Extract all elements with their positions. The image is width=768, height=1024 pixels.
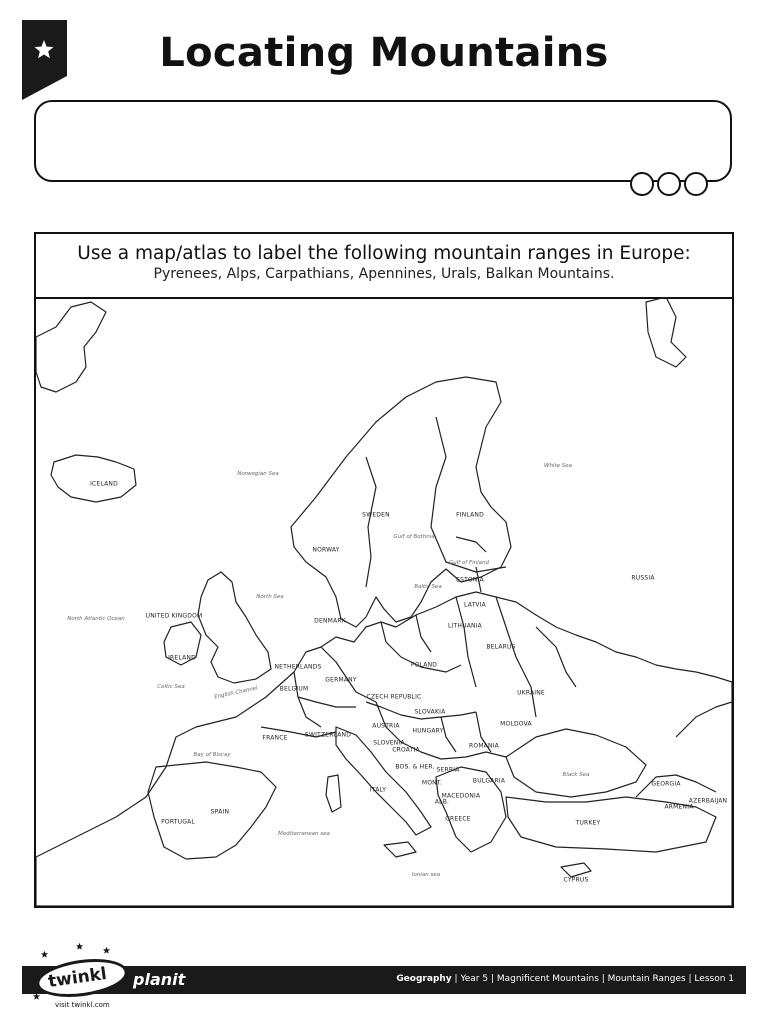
- inland-border: [456, 597, 476, 687]
- country-label: BELGIUM: [279, 685, 309, 693]
- inland-border: [676, 702, 732, 737]
- country-label: SERBIA: [436, 766, 460, 774]
- inland-border: [441, 717, 456, 752]
- country-label: LITHUANIA: [448, 622, 482, 630]
- sea-label: Gulf of Bothnia: [393, 534, 435, 540]
- sea-label: Baltic Sea: [414, 584, 442, 590]
- cyprus-coast: [561, 863, 591, 877]
- country-label: ALB.: [434, 798, 450, 806]
- black-sea-coast: [506, 729, 646, 797]
- country-label: POLAND: [410, 661, 438, 669]
- country-label: HUNGARY: [412, 727, 444, 735]
- sea-label: North Atlantic Ocean: [67, 616, 125, 622]
- country-label: FRANCE: [262, 734, 288, 742]
- country-label: SPAIN: [210, 808, 230, 816]
- country-label: NORWAY: [312, 546, 340, 554]
- uk-coast: [198, 572, 271, 683]
- planit-brand: planit: [133, 970, 186, 989]
- country-label: NETHERLANDS: [274, 663, 322, 671]
- sea-label: Norwegian Sea: [237, 471, 279, 477]
- country-label: SWEDEN: [362, 511, 390, 519]
- sea-label: Mediterranean sea: [278, 831, 330, 837]
- country-label: AUSTRIA: [372, 722, 400, 730]
- country-label: CYPRUS: [563, 876, 589, 884]
- sea-label: White Sea: [544, 463, 572, 469]
- name-input-box[interactable]: [34, 100, 732, 182]
- instructions-heading: Use a map/atlas to label the following mountain ranges in Europe:: [77, 243, 691, 264]
- scandinavia-coast: [291, 377, 511, 627]
- greenland-coast: [36, 302, 106, 392]
- sea-label: English Channel: [213, 685, 259, 701]
- twinkl-logo[interactable]: [30, 948, 140, 1006]
- country-label: CROATIA: [392, 746, 420, 754]
- inland-border: [496, 597, 536, 717]
- visit-link[interactable]: visit twinkl.com: [55, 1001, 110, 1009]
- star-icon: [40, 950, 49, 959]
- mountain-range-list: Pyrenees, Alps, Carpathians, Apennines, Urals, Balkan Mountains.: [153, 266, 615, 282]
- star-icon: [32, 992, 41, 1001]
- country-label: MACEDONIA: [441, 792, 481, 800]
- country-label: DENMARK: [314, 617, 346, 625]
- circle-icon: [630, 172, 654, 196]
- country-label: ITALY: [369, 786, 387, 794]
- country-label: IRELAND: [168, 654, 196, 662]
- iceland-coast: [51, 455, 136, 502]
- circle-icon: [657, 172, 681, 196]
- europe-map: [36, 297, 732, 906]
- sea-label: Celtic Sea: [157, 684, 185, 690]
- inland-border: [536, 627, 576, 687]
- country-label: ROMANIA: [469, 742, 499, 750]
- arctic-island-coast: [646, 297, 686, 367]
- country-label: RUSSIA: [631, 574, 655, 582]
- inland-border: [416, 615, 431, 652]
- country-label: FINLAND: [456, 511, 484, 519]
- country-label: SLOVAKIA: [414, 708, 446, 716]
- country-label: BULGARIA: [472, 777, 506, 785]
- country-label: MONT.: [421, 779, 443, 787]
- activity-frame: [34, 232, 734, 908]
- norway-sweden-border: [366, 457, 376, 587]
- country-label: SWITZERLAND: [304, 731, 352, 739]
- sea-label: Bay of Biscay: [193, 752, 231, 758]
- country-label: BELARUS: [486, 643, 516, 651]
- sea-label: Black Sea: [562, 772, 590, 778]
- finland-border: [431, 417, 506, 572]
- star-icon: [75, 942, 84, 951]
- sea-label: Ionian sea: [411, 872, 441, 878]
- circle-icon: [684, 172, 708, 196]
- country-label: AZERBAIJAN: [688, 797, 728, 805]
- separator: |: [454, 974, 461, 984]
- page-title: Locating Mountains: [159, 30, 609, 76]
- country-label: GREECE: [445, 815, 471, 823]
- sea-label: North Sea: [256, 594, 284, 600]
- sardinia-coast: [326, 775, 341, 812]
- logo-text: twinkl: [46, 963, 109, 993]
- country-label: UNITED KINGDOM: [145, 612, 203, 620]
- country-label: ESTONIA: [456, 576, 484, 584]
- star-icon: [102, 946, 111, 955]
- country-label: ICELAND: [90, 480, 118, 488]
- country-label: MOLDOVA: [500, 720, 532, 728]
- country-label: PORTUGAL: [161, 818, 195, 826]
- country-label: TURKEY: [575, 819, 601, 827]
- sea-label: Gulf of Finland: [448, 560, 490, 566]
- country-label: ARMENIA: [664, 803, 694, 811]
- country-label: UKRAINE: [517, 689, 545, 697]
- europe-map-outline: [36, 297, 732, 906]
- inland-border: [456, 537, 486, 552]
- lesson-breadcrumb: [396, 974, 734, 984]
- country-label: SLOVENIA: [373, 739, 405, 747]
- country-label: LATVIA: [464, 601, 486, 609]
- inland-border: [298, 697, 356, 707]
- instructions-panel: [36, 234, 732, 299]
- lesson-path: Year 5 | Magnificent Mountains | Mountain Ranges | Lesson 1: [460, 974, 734, 984]
- country-label: GEORGIA: [651, 780, 681, 788]
- subject-label: Geography: [396, 974, 452, 984]
- country-label: BOS. & HER.: [395, 763, 435, 771]
- country-label: GERMANY: [325, 676, 357, 684]
- sicily-coast: [384, 842, 416, 857]
- country-label: CZECH REPUBLIC: [366, 693, 422, 701]
